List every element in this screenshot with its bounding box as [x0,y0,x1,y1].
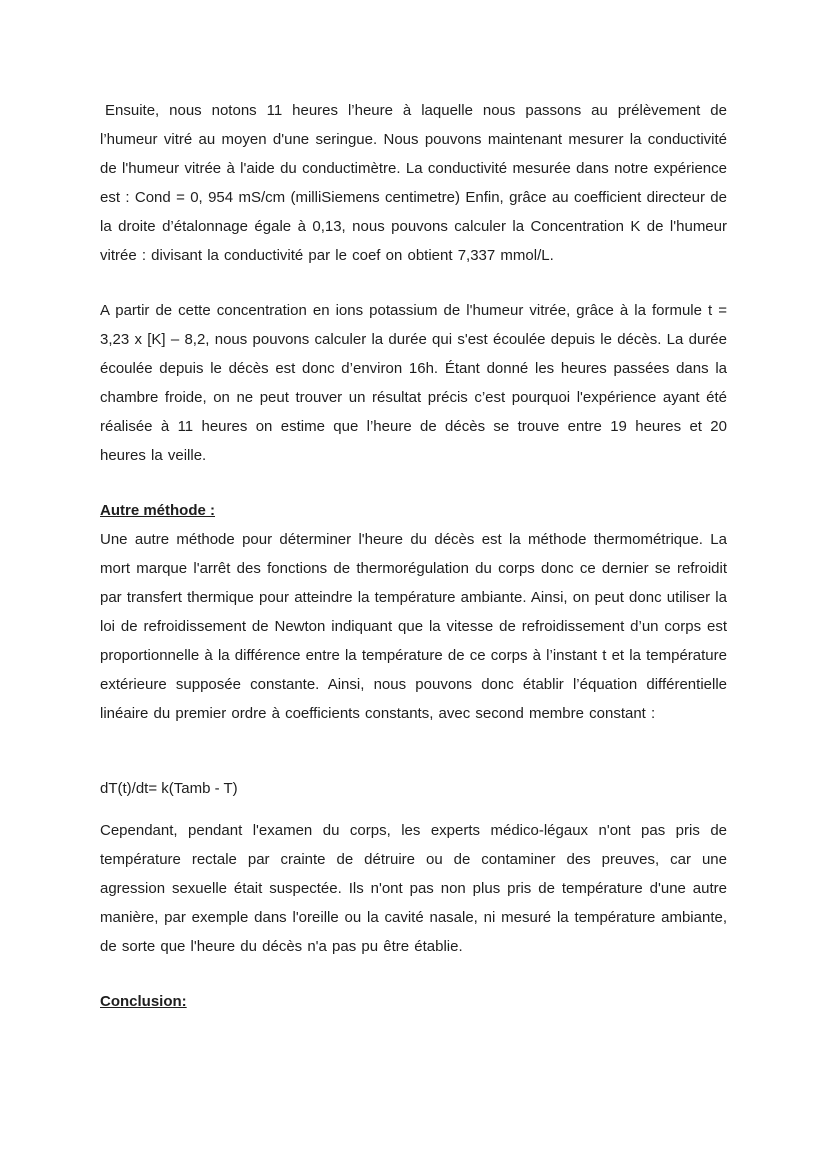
paragraph-conductivity-measurement: Ensuite, nous notons 11 heures l’heure à laquelle nous passons au prélèvement de l’humeur vitré au moyen d'une seringue. Nous pouvons maintenant mesurer la conductivité de l'humeur vitrée à l'aide du conductimètre. La conductivité mesurée dans notre expérience est : Cond = 0, 954 mS/cm (milliSiemens centimetre) Enfin, grâce au coefficient directeur de la droite d’étalonnage égale à 0,13, nous pouvons calculer la Concentration K de l'humeur vitrée : divisant la conductivité par le coef on obtient 7,337 mmol/L. [100,102,727,264]
paragraph-thermometric-method: Une autre méthode pour déterminer l'heure du décès est la méthode thermométrique. La mort marque l'arrêt des fonctions de thermorégulation du corps donc ce dernier se refroidit par transfert thermique pour atteindre la température ambiante. Ainsi, on peut donc utiliser la loi de refroidissement de Newton indiquant que la vitesse de refroidissement d’un corps est proportionnelle à la différence entre la température de ce corps à l’instant t et la température extérieure supposée constante. Ainsi, nous pouvons donc établir l’équation différentielle linéaire du premier ordre à coefficients constants, avec second membre constant : [100,531,727,722]
heading-autre-methode: Autre méthode : [100,502,216,519]
paragraph-no-temperature-taken: Cependant, pendant l'examen du corps, les experts médico-légaux n'ont pas pris de température rectale par crainte de détruire ou de contaminer des preuves, car une agression sexuelle était suspectée. Ils n'ont pas non plus pris de température d'une autre manière, par exemple dans l'oreille ou la cavité nasale, ni mesuré la température ambiante, de sorte que l'heure du décès n'a pas pu être établie. [100,822,727,955]
equation-newton-cooling: dT(t)/dt= k(Tamb - T) [100,780,238,797]
paragraph-time-of-death-estimate: A partir de cette concentration en ions potassium de l'humeur vitrée, grâce à la formule t = 3,23 x [K] – 8,2, nous pouvons calculer la durée qui s'est écoulée depuis le décès. La durée écoulée depuis le décès est donc d’environ 16h. Étant donné les heures passées dans la chambre froide, on ne peut trouver un résultat précis c’est pourquoi l'expérience ayant été réalisée à 11 heures on estime que l’heure de décès se trouve entre 19 heures et 20 heures la veille. [100,302,727,464]
heading-conclusion: Conclusion: [100,993,187,1010]
